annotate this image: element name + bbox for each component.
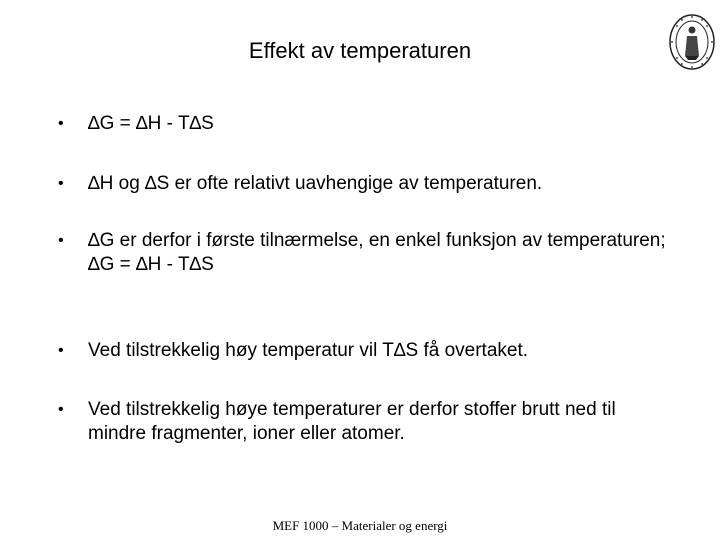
bullet-text: ∆G = ∆H - T∆S [88,113,214,134]
bullet-item [58,172,678,196]
slide-title: Effekt av temperaturen [248,38,472,63]
bullet-glyph: • [58,232,64,249]
slide-footer: MEF 1000 – Materialer og energi [272,518,448,533]
bullet-glyph: • [58,115,64,132]
bullet-text: ∆H og ∆S er ofte relativt uavhengige av temperaturen. [88,173,543,194]
bullet-item [58,398,678,446]
bullet-item [58,112,678,136]
bullet-text: Ved tilstrekkelig høy temperatur vil T∆S få overtaket. [88,340,529,361]
bullet-item [58,229,678,277]
bullet-glyph: • [58,342,64,359]
bullet-item [58,339,678,363]
bullet-glyph: • [58,175,64,192]
bullet-text: Ved tilstrekkelig høye temperaturer er derfor stoffer brutt ned til mindre fragmenter, ioner eller atomer. [88,399,616,444]
bullet-text: ∆G er derfor i første tilnærmelse, en enkel funksjon av temperaturen; ∆G = ∆H - T∆S [88,230,666,275]
bullet-glyph: • [58,401,64,418]
